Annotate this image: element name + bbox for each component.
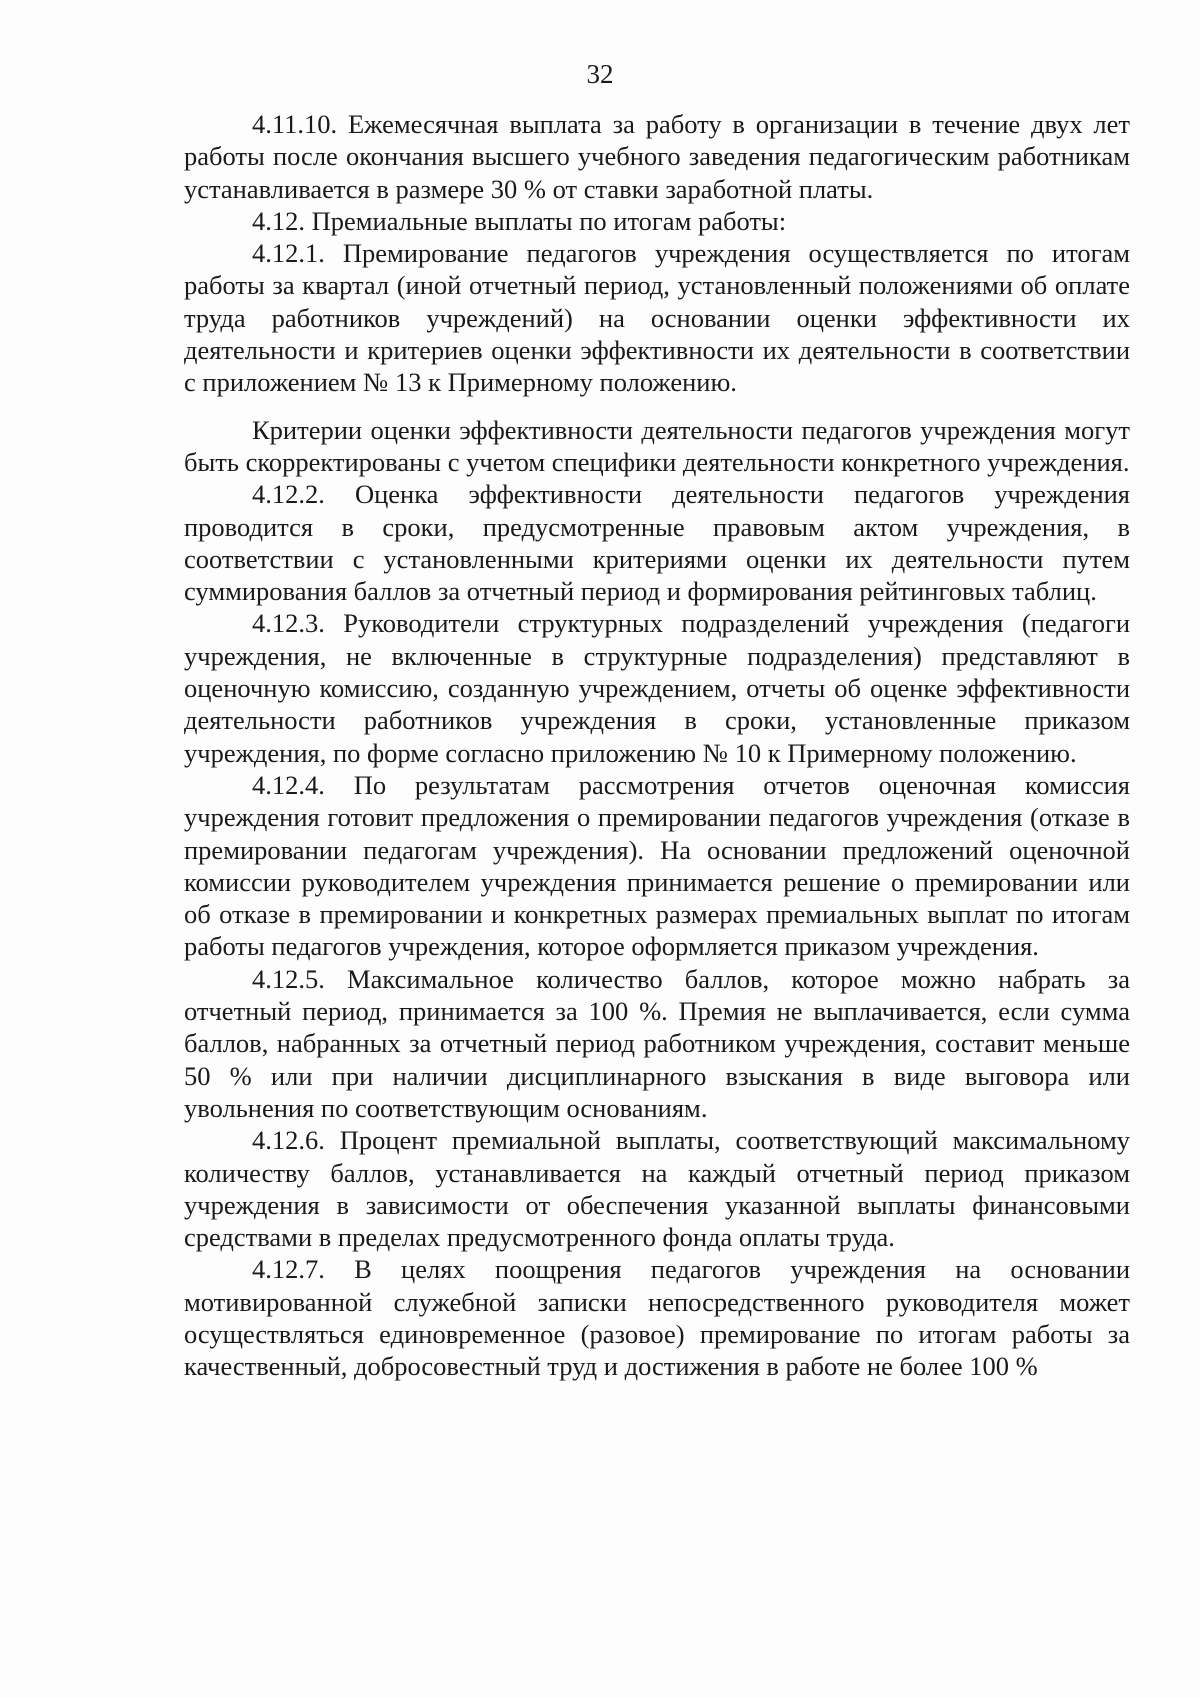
- paragraph-4-12-3: 4.12.3. Руководители структурных подразделений учреждения (педагоги учреждения, не включенные в структурные подразделения) представляют в оценочную комиссию, созданную учреждением, отчеты об оценке эффективности деятельности работников учреждения в сроки, установленные приказом учреждения, по форме согласно приложению № 10 к Примерному положению.: [184, 608, 1130, 768]
- paragraph-4-12-5: 4.12.5. Максимальное количество баллов, которое можно набрать за отчетный период, принимается за 100 %. Премия не выплачивается, если сумма баллов, набранных за отчетный период работником учреждения, составит меньше 50 % или при наличии дисциплинарного взыскания в виде выговора или увольнения по соответствующим основаниям.: [184, 963, 1130, 1123]
- paragraph-4-12-4: 4.12.4. По результатам рассмотрения отчетов оценочная комиссия учреждения готовит предложения о премировании педагогов учреждения (отказе в премировании педагогам учреждения). На основании предложений оценочной комиссии руководителем учреждения принимается решение о премировании или об отказе в премировании и конкретных размерах премиальных выплат по итогам работы педагогов учреждения, которое оформляется приказом учреждения.: [184, 769, 1130, 962]
- paragraph-4-12-heading: 4.12. Премиальные выплаты по итогам работы:: [252, 205, 787, 236]
- paragraph-4-12-7: 4.12.7. В целях поощрения педагогов учреждения на основании мотивированной служебной записки непосредственного руководителя может осуществляться единовременное (разовое) премирование по итогам работы за качественный, добросовестный труд и достижения в работе не более 100 %: [184, 1254, 1130, 1382]
- paragraph-4-12-2: 4.12.2. Оценка эффективности деятельности педагогов учреждения проводится в сроки, предусмотренные правовым актом учреждения, в соответствии с установленными критериями оценки их деятельности путем суммирования баллов за отчетный период и формирования рейтинговых таблиц.: [184, 479, 1130, 607]
- document-body: [184, 108, 1130, 1383]
- paragraph-4-11-10: 4.11.10. Ежемесячная выплата за работу в организации в течение двух лет работы после окончания высшего учебного заведения педагогическим работникам устанавливается в размере 30 % от ставки заработной платы.: [184, 109, 1130, 204]
- paragraph-criteria-note: Критерии оценки эффективности деятельности педагогов учреждения могут быть скорректированы с учетом специфики деятельности конкретного учреждения.: [184, 414, 1130, 477]
- paragraph-4-12-1: 4.12.1. Премирование педагогов учреждения осуществляется по итогам работы за квартал (иной отчетный период, установленный положениями об оплате труда работников учреждений) на основании оценки эффективности их деятельности и критериев оценки эффективности их деятельности в соответствии с приложением № 13 к Примерному положению.: [184, 238, 1130, 398]
- page-number: 32: [586, 59, 614, 89]
- paragraph-4-12-6: 4.12.6. Процент премиальной выплаты, соответствующий максимальному количеству баллов, устанавливается на каждый отчетный период приказом учреждения в зависимости от обеспечения указанной выплаты финансовыми средствами в пределах предусмотренного фонда оплаты труда.: [184, 1125, 1130, 1253]
